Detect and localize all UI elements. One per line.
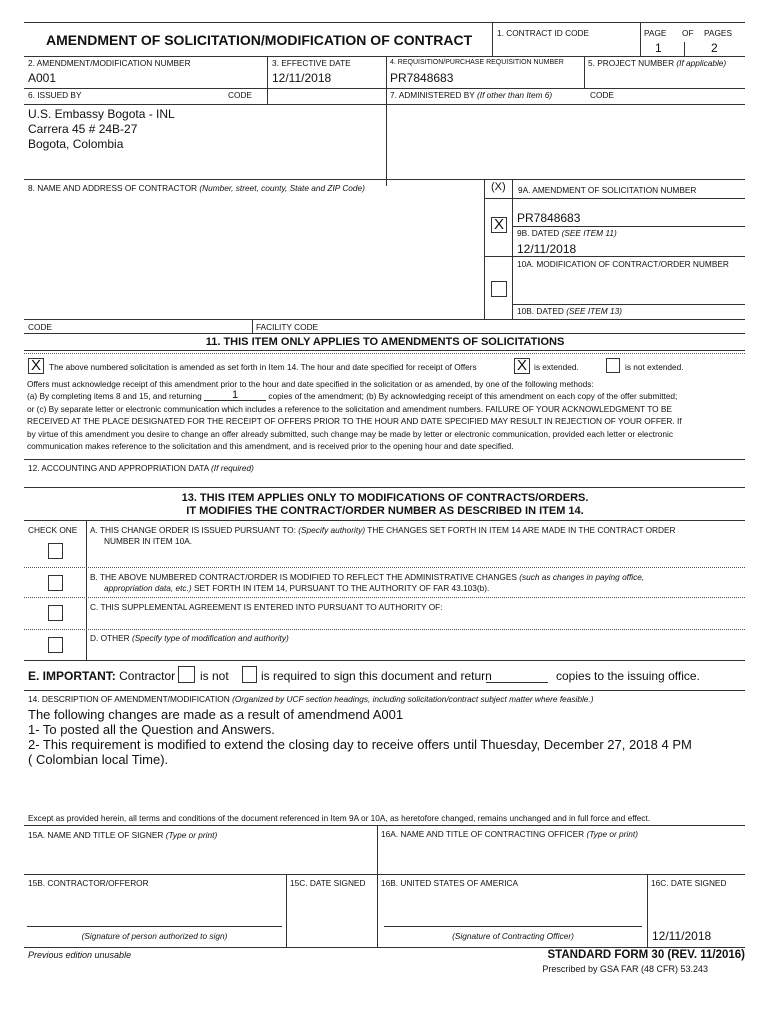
copies-to-issuing-label: copies to the issuing office.	[556, 669, 700, 683]
check-one-label: CHECK ONE	[28, 525, 78, 535]
officer-name-label: 16A. NAME AND TITLE OF CONTRACTING OFFICER (Type or print)	[381, 829, 638, 839]
description-line: 1- To posted all the Question and Answers.	[28, 722, 275, 737]
solicitation-number-label: 9A. AMENDMENT OF SOLICITATION NUMBER	[518, 185, 697, 195]
officer-signature-caption: (Signature of Contracting Officer)	[452, 931, 574, 941]
option-a-text: A. THIS CHANGE ORDER IS ISSUED PURSUANT TO: (Specify authority) THE CHANGES SET FORTH IN ITEM 14 ARE MADE IN THE CONTRACT ORDER	[90, 525, 676, 535]
item-9-checkbox[interactable]: X	[491, 217, 507, 233]
is-required-checkbox[interactable]	[242, 666, 257, 683]
issued-by-line-1: U.S. Embassy Bogota - INL	[28, 107, 175, 121]
item-13-heading: 13. THIS ITEM APPLIES ONLY TO MODIFICATIONS OF CONTRACTS/ORDERS. IT MODIFIES THE CONTRACT/ORDER NUMBER AS DESCRIBED IN ITEM 14.	[181, 492, 589, 517]
pages-count[interactable]: 2	[711, 41, 718, 55]
amendment-number-label: 2. AMENDMENT/MODIFICATION NUMBER	[28, 58, 191, 68]
contract-id-label: 1. CONTRACT ID CODE	[497, 28, 590, 38]
is-not-label: is not	[200, 669, 229, 683]
prescribed-by-note: Prescribed by GSA FAR (48 CFR) 53.243	[542, 964, 708, 974]
contractor-signature-caption: (Signature of person authorized to sign)	[81, 931, 228, 941]
item-11-line-1: The above numbered solicitation is amended as set forth in Item 14. The hour and date specified for receipt of Offers	[49, 362, 477, 372]
solicitation-number-field[interactable]: PR7848683	[517, 211, 581, 225]
change-order-checkbox[interactable]	[48, 543, 63, 559]
except-provided-text: Except as provided herein, all terms and conditions of the document referenced in Item 9A or 10A, as heretofore changed, remains unchanged and in full force and effect.	[28, 813, 651, 823]
item-11-heading: 11. THIS ITEM ONLY APPLIES TO AMENDMENTS OF SOLICITATIONS	[205, 336, 565, 348]
officer-date-signed-field[interactable]: 12/11/2018	[652, 929, 712, 943]
item-10-checkbox[interactable]	[491, 281, 507, 297]
option-a-text-2: NUMBER IN ITEM 10A.	[104, 536, 193, 546]
form-top-border	[24, 22, 745, 23]
page-number[interactable]: 1	[655, 41, 662, 55]
dated-9b-label: 9B. DATED (SEE ITEM 11)	[517, 228, 617, 238]
copies-to-return-field[interactable]	[486, 682, 548, 683]
supplemental-agreement-checkbox[interactable]	[48, 605, 63, 621]
contractor-offeror-label: 15B. CONTRACTOR/OFFEROR	[28, 878, 149, 888]
page-label: PAGE	[644, 28, 667, 38]
contractor-code-label: CODE	[28, 322, 52, 332]
issued-by-line-3: Bogota, Colombia	[28, 137, 124, 151]
solicitation-amended-checkbox[interactable]: X	[28, 358, 44, 374]
important-line: E. IMPORTANT: Contractor	[28, 669, 176, 683]
effective-date-label: 3. EFFECTIVE DATE	[272, 58, 351, 68]
administered-by-code-label: CODE	[590, 90, 614, 100]
modification-number-label: 10A. MODIFICATION OF CONTRACT/ORDER NUMBER	[517, 259, 729, 269]
issued-by-label: 6. ISSUED BY	[28, 90, 82, 100]
contractor-address-label: 8. NAME AND ADDRESS OF CONTRACTOR (Number, street, county, State and ZIP Code)	[28, 183, 365, 193]
contractor-date-signed-label: 15C. DATE SIGNED	[290, 878, 366, 888]
amendment-number-field[interactable]: A001	[28, 71, 57, 85]
project-number-label: 5. PROJECT NUMBER (If applicable)	[588, 58, 727, 68]
dated-9b-field[interactable]: 12/11/2018	[517, 242, 577, 256]
option-c-text: C. THIS SUPPLEMENTAL AGREEMENT IS ENTERED INTO PURSUANT TO AUTHORITY OF:	[90, 602, 443, 612]
description-line: The following changes are made as a result of amendmend A001	[28, 707, 404, 722]
copies-returned-field[interactable]: 1	[204, 391, 266, 401]
item-11-body: Offers must acknowledge receipt of this amendment prior to the hour and date specified in the solicitation or as amended, by one of the following methods: (a) By completing items 8 and 15, and returning 1 copies of the amendment; (b) By acknowledging receipt of this amendment on each copy of the offer submitted; or (c) By separate letter or electronic communication which includes a reference to the solicitation and amendment numbers. FAILURE OF YOUR ACKNOWLEDGMENT TO BE RECEIVED AT THE PLACE DESIGNATED FOR THE RECEIPT OF OFFERS PRIOR TO THE HOUR AND DATE SPECIFIED MAY RESULT IN REJECTION OF YOUR OFFER. If by virtue of this amendment you desire to change an offer already submitted, such change may be made by letter or electronic communication, provided each letter or electronic communication makes reference to the solicitation and this amendment, and is received prior to the opening hour and date specified.	[27, 379, 682, 452]
dated-10b-label: 10B. DATED (SEE ITEM 13)	[517, 306, 622, 316]
option-b-text: B. THE ABOVE NUMBERED CONTRACT/ORDER IS MODIFIED TO REFLECT THE ADMINISTRATIVE CHANGES (such as changes in paying office,	[90, 572, 645, 582]
contractor-signature-line[interactable]	[27, 926, 282, 927]
description-line: 2- This requirement is modified to extend the closing day to receive offers until Thuesday, December 27, 2018 4 PM	[28, 737, 692, 752]
usa-label: 16B. UNITED STATES OF AMERICA	[381, 878, 519, 888]
pages-label: PAGES	[704, 28, 732, 38]
accounting-data-label: 12. ACCOUNTING AND APPROPRIATION DATA (If required)	[28, 463, 254, 473]
requisition-number-label: 4. REQUISITION/PURCHASE REQUISITION NUMBER	[390, 59, 564, 66]
effective-date-field[interactable]: 12/11/2018	[272, 71, 332, 85]
issued-by-code-label: CODE	[228, 90, 252, 100]
not-extended-checkbox[interactable]	[606, 358, 620, 373]
officer-date-signed-label: 16C. DATE SIGNED	[651, 878, 727, 888]
form-title: AMENDMENT OF SOLICITATION/MODIFICATION OF CONTRACT	[46, 32, 473, 48]
of-label: OF	[682, 28, 694, 38]
description-label: 14. DESCRIPTION OF AMENDMENT/MODIFICATION (Organized by UCF section headings, including solicitation/contract subject matter where feasible.)	[28, 694, 594, 704]
issued-by-address[interactable]	[28, 107, 175, 152]
requisition-number-field[interactable]: PR7848683	[390, 71, 454, 85]
description-field[interactable]	[28, 707, 692, 767]
extended-checkbox[interactable]: X	[514, 358, 530, 374]
not-extended-label: is not extended.	[625, 362, 684, 372]
option-d-text: D. OTHER (Specify type of modification and authority)	[90, 633, 289, 643]
is-required-label: is required to sign this document and return	[261, 669, 492, 683]
extended-label: is extended.	[534, 362, 579, 372]
other-modification-checkbox[interactable]	[48, 637, 63, 653]
administered-by-label: 7. ADMINISTERED BY (If other than Item 6)	[390, 90, 553, 100]
signer-name-label: 15A. NAME AND TITLE OF SIGNER (Type or print)	[28, 830, 218, 840]
option-b-text-2: appropriation data, etc.) SET FORTH IN ITEM 14, PURSUANT TO THE AUTHORITY OF FAR 43.103(b).	[104, 583, 490, 593]
officer-signature-line[interactable]	[384, 926, 642, 927]
x-column-label: (X)	[491, 181, 506, 193]
description-line: ( Colombian local Time).	[28, 752, 169, 767]
administrative-change-checkbox[interactable]	[48, 575, 63, 591]
previous-edition-note: Previous edition unusable	[28, 950, 132, 960]
standard-form-title: STANDARD FORM 30 (REV. 11/2016)	[547, 949, 745, 961]
facility-code-label: FACILITY CODE	[256, 322, 319, 332]
issued-by-line-2: Carrera 45 # 24B-27	[28, 122, 138, 136]
is-not-checkbox[interactable]	[178, 666, 195, 683]
